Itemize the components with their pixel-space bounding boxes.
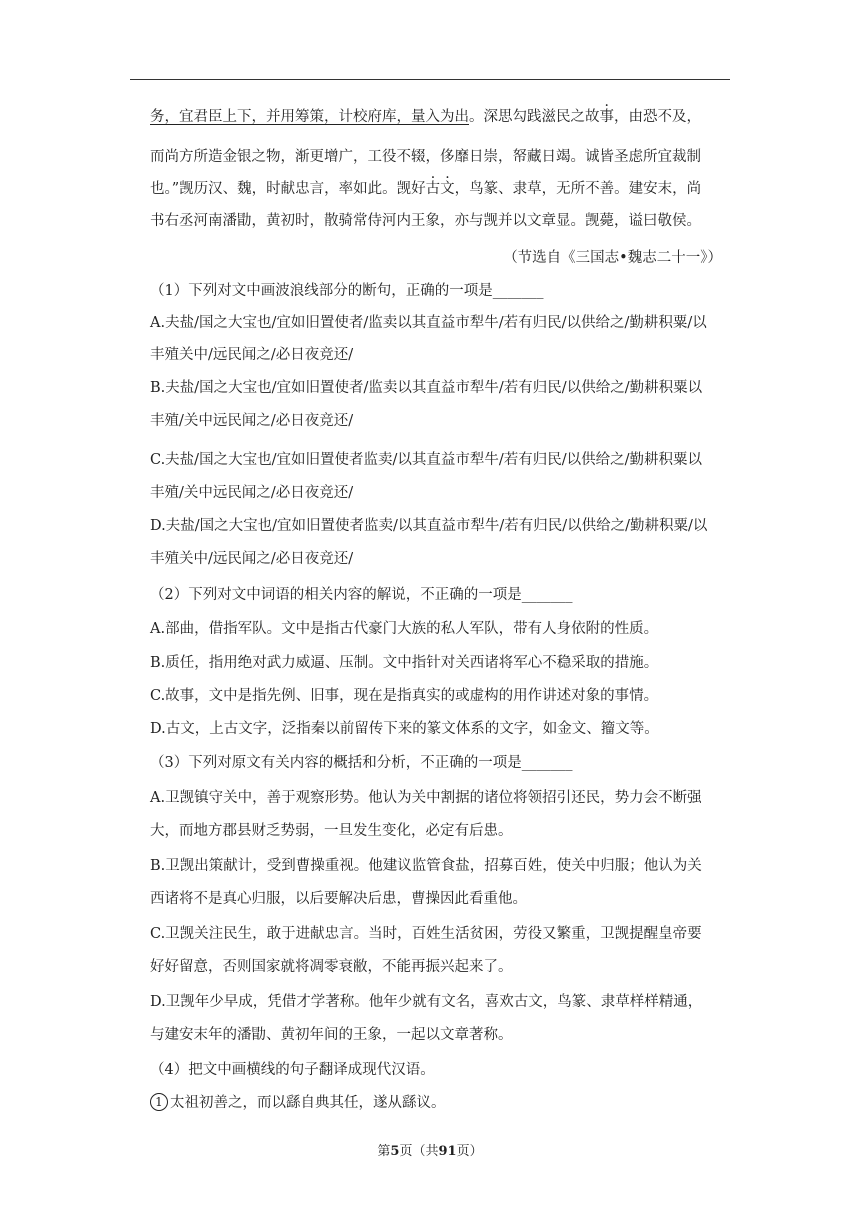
source-citation: （节选自《三国志•魏志二十一》）: [503, 250, 722, 266]
q1-option-c-cont: 丰殖/关中远民闻之/必日夜竞还/: [150, 485, 354, 501]
q1-option-b: B.夫盐/国之大宝也/宜如旧置使者/监卖以其直益市犁牛/若有归民/以供给之/勤耕积粟以: [150, 380, 703, 396]
q3-option-c-cont: 好好留意，否则国家就将凋零衰敝，不能再振兴起来了。: [150, 959, 513, 975]
q3-option-c: C.卫觊关注民生，敢于进献忠言。当时，百姓生活贫困，劳役又繁重，卫觊提醒皇帝要: [150, 926, 702, 942]
q1-option-d: D.夫盐/国之大宝也/宜如旧置使者监卖/以其直益市犁牛/若有归民/以供给之/勤耕积粟/以: [150, 518, 708, 534]
total-pages: 91: [438, 1144, 457, 1159]
q3-stem: （3）下列对原文有关内容的概括和分析，不正确的一项是_______: [150, 755, 573, 771]
q4-item-1: 1 太祖初善之，而以繇自典其任，遂从繇议。: [150, 1093, 734, 1112]
q2-stem: （2）下列对文中词语的相关内容的解说，不正确的一项是_______: [150, 587, 573, 603]
passage-line-2: 而尚方所造金银之物，渐更增广，工役不辍，侈靡日崇，帑藏日竭。诚皆圣虑所宜裁制: [150, 149, 701, 165]
page-number: 5: [390, 1144, 400, 1159]
passage-line-3: 也。”觊历汉、魏，时献忠言，率如此。觊好古文，鸟篆、隶草，无所不善。建安末，尚: [150, 181, 702, 197]
q1-option-c: C.夫盐/国之大宝也/宜如旧置使者监卖/以其直益市犁牛/若有归民/以供给之/勤耕积粟以: [150, 452, 702, 468]
passage-line-1: 务，宜君臣上下，并用筹策，计校府库，量入为出。深思勾践滋民之故事，由恐不及，: [150, 109, 701, 125]
q3-option-d: D.卫觊年少早成，凭借才学著称。他年少就有文名，喜欢古文，鸟篆、隶草样样精通，: [150, 994, 703, 1010]
q1-option-a: A.夫盐/国之大宝也/宜如旧置使者/监卖以其直益市犁牛/若有归民/以供给之/勤耕积粟/以: [150, 315, 707, 331]
q3-option-a: A.卫觊镇守关中，善于观察形势。他认为关中割据的诸位将领招引还民，势力会不断强: [150, 790, 702, 806]
q1-option-a-cont: 丰殖关中/远民闻之/必日夜竞还/: [150, 347, 354, 363]
dotted-char: 文: [440, 181, 455, 197]
q2-option-d: D.古文，上古文字，泛指秦以前留传下来的篆文体系的文字，如金文、籀文等。: [150, 721, 659, 737]
q3-option-d-cont: 与建安末年的潘勖、黄初年间的王象，一起以文章著称。: [150, 1027, 513, 1043]
q3-option-b: B.卫觊出策献计，受到曹操重视。他建议监管食盐，招募百姓，使关中归服；他认为关: [150, 858, 702, 874]
page-footer: 第5页（共91页）: [377, 1144, 483, 1159]
circled-number: 1: [150, 1093, 168, 1111]
q4-stem: （4）把文中画横线的句子翻译成现代汉语。: [150, 1062, 435, 1078]
q3-option-a-cont: 大，而地方郡县财乏势弱，一旦发生变化，必定有后患。: [150, 823, 513, 839]
underlined-sentence: 务，宜君臣上下，并用筹策，计校府库，量入为出: [150, 109, 469, 125]
q2-option-b: B.质任，指用绝对武力威逼、压制。文中指针对关西诸将军心不稳采取的措施。: [150, 655, 659, 671]
dotted-char: 古: [425, 181, 441, 197]
q2-option-c: C.故事，文中是指先例、旧事，现在是指真实的或虚构的用作讲述对象的事情。: [150, 688, 659, 704]
q1-option-b-cont: 丰殖/关中远民闻之/必日夜竞还/: [150, 413, 354, 429]
q3-option-b-cont: 西诸将不是真心归服，以后要解决后患，曹操因此看重他。: [150, 891, 527, 907]
q1-stem: （1）下列对文中画波浪线部分的断句，正确的一项是_______: [150, 283, 544, 299]
q1-option-d-cont: 丰殖关中/远民闻之/必日夜竞还/: [150, 551, 354, 567]
passage-line-4: 书右丞河南潘勖，黄初时，散骑常侍河内王象，亦与觊并以文章显。觊薨，谥曰敬侯。: [150, 213, 701, 229]
dotted-char: 事: [599, 109, 614, 125]
q2-option-a: A.部曲，借指军队。文中是指古代豪门大族的私人军队，带有人身依附的性质。: [150, 621, 659, 637]
header-rule: [130, 79, 730, 80]
